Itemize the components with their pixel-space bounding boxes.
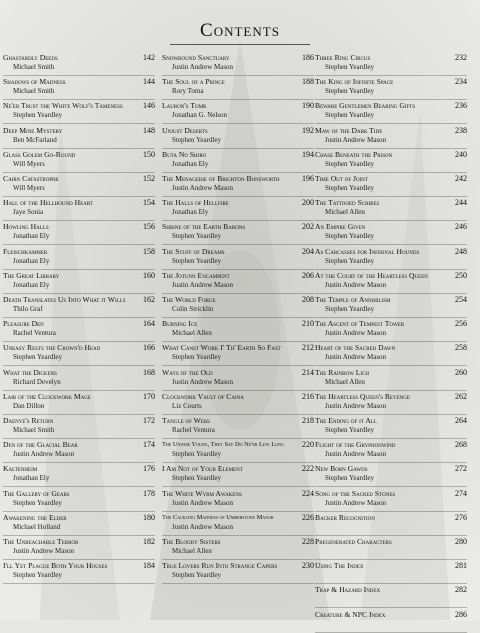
toc-entry[interactable] — [3, 173, 155, 197]
toc-entry-page: 200 — [302, 198, 314, 208]
toc-entry-page: 164 — [143, 319, 155, 329]
toc-entry-page: 268 — [455, 440, 467, 450]
toc-entry-title: Tangle of Webs — [162, 416, 210, 425]
toc-entry-author: Justin Andrew Mason — [325, 450, 387, 459]
toc-entry-page: 234 — [455, 77, 467, 87]
toc-entry[interactable] — [315, 52, 467, 76]
toc-entry-author: Jonathan Ely — [13, 280, 50, 289]
toc-entry-author: Richard Develyn — [13, 377, 61, 386]
toc-entry-author: Justin Andrew Mason — [172, 63, 234, 71]
toc-entry-author: Jaye Sonia — [13, 208, 44, 217]
toc-entry-author: Stephen Yeardley — [325, 232, 374, 241]
toc-entry-title: Lair of the Clockwork Mage — [3, 391, 91, 401]
toc-entry-title: Cairn Catastrophe — [3, 174, 59, 183]
toc-entry-page: 184 — [143, 561, 155, 571]
toc-entry[interactable] — [3, 221, 155, 245]
toc-entry-title: As Carcasses for Infernal Hounds — [315, 246, 420, 256]
toc-entry[interactable] — [3, 560, 155, 584]
toc-entry-author: Stephen Yeardley — [325, 159, 374, 168]
toc-entry-page: 258 — [455, 343, 467, 353]
toc-entry-author: Justin Andrew Mason — [325, 498, 387, 507]
toc-entry[interactable] — [162, 318, 314, 342]
toc-entry-title: Using The Index — [315, 561, 364, 571]
toc-entry-page: 178 — [143, 488, 155, 498]
toc-entry-title: Lauron's Tomb — [162, 101, 207, 111]
toc-entry-title: Three Ring Circus — [315, 53, 371, 62]
toc-entry-page: 226 — [302, 512, 314, 522]
toc-entry-author: Stephen Yeardley — [325, 426, 374, 434]
toc-entry-author: Ben McFarland — [13, 135, 57, 144]
toc-entry-page: 220 — [302, 440, 314, 450]
toc-entry-author: Stephen Yeardley — [172, 232, 221, 241]
toc-entry-title: Trap & Hazard Index — [315, 585, 381, 595]
toc-entry-page: 276 — [455, 512, 467, 522]
toc-entry-title: The Halls of Hellfire — [162, 198, 229, 208]
toc-entry-author: Stephen Yeardley — [325, 63, 374, 71]
toc-entry[interactable] — [3, 342, 155, 366]
toc-entry-title: Beware Gentlemen Bearing Gifts — [315, 101, 416, 111]
toc-entry-title: Ghastardly Deeds — [3, 53, 58, 62]
toc-entry[interactable] — [315, 463, 467, 487]
toc-entry-page: 210 — [302, 319, 314, 329]
toc-entry-title: Den of the Glacial Bear — [3, 440, 78, 450]
page-title: Contents — [200, 20, 280, 41]
toc-entry-title: The Heartless Queen's Revenge — [315, 391, 410, 401]
toc-entry[interactable] — [315, 318, 467, 342]
toc-entry[interactable] — [162, 270, 314, 294]
toc-entry-title: The Tattooed Scribes — [315, 198, 380, 208]
toc-entry-page: 148 — [143, 125, 155, 135]
toc-entry[interactable] — [315, 342, 467, 366]
toc-entry-author: Jonathan Ely — [13, 256, 50, 265]
toc-entry-title: Shrine of the Earth Barons — [162, 222, 246, 232]
toc-entry-author: Stephen Yeardley — [325, 305, 374, 313]
toc-entry-author: Rachel Ventura — [172, 426, 215, 434]
toc-entry-divider — [315, 632, 467, 633]
toc-entry-author: Justin Andrew Mason — [325, 329, 387, 338]
toc-entry-author: Justin Andrew Mason — [325, 401, 387, 410]
toc-entry-author: Stephen Yeardley — [172, 571, 221, 580]
toc-entry-page: 264 — [455, 416, 467, 425]
toc-entry[interactable] — [162, 463, 314, 487]
toc-entry-page: 180 — [143, 512, 155, 522]
toc-entry[interactable] — [315, 391, 467, 415]
toc-entry-page: 272 — [455, 464, 467, 474]
toc-entry-page: 218 — [302, 416, 314, 425]
toc-entry[interactable] — [315, 536, 467, 560]
toc-entry-page: 202 — [302, 222, 314, 232]
toc-entry-title: Ways of the Old — [162, 367, 213, 377]
toc-entry-title: Deep Mine Mystery — [3, 125, 63, 135]
toc-entry-author: Justin Andrew Mason — [325, 135, 387, 144]
toc-entry[interactable] — [162, 367, 314, 391]
toc-entry[interactable] — [3, 488, 155, 512]
toc-entry-title: The Gallery of Gears — [3, 488, 70, 498]
toc-entry-title: Hall of the Hellhound Heart — [3, 198, 93, 208]
toc-entry-page: 238 — [455, 125, 467, 135]
toc-entry-title: The Great Library — [3, 270, 60, 280]
toc-entry-title: Daenye's Return — [3, 416, 54, 425]
toc-entry-title: Flight of the Gryphonwind — [315, 440, 396, 450]
toc-entry[interactable] — [162, 342, 314, 366]
toc-entry[interactable] — [3, 463, 155, 487]
toc-entry-title: Death Translates Us Into What it Wills — [3, 295, 126, 304]
toc-entry-page: 206 — [302, 270, 314, 280]
toc-entry-author: Rory Toma — [172, 87, 204, 96]
toc-entry-title: The King of Infinite Space — [315, 77, 394, 87]
toc-entry[interactable] — [315, 584, 467, 608]
toc-entry-author: Jonathan Ely — [13, 474, 50, 483]
toc-entry-page: 260 — [455, 367, 467, 377]
toc-entry-title: I'll Yet Plague Both Your Houses — [3, 561, 108, 571]
toc-entry-page: 212 — [302, 343, 314, 353]
toc-entry[interactable] — [315, 100, 467, 124]
toc-entry[interactable] — [3, 52, 155, 76]
toc-entry-title: An Empire Given — [315, 222, 366, 232]
toc-entry-page: 188 — [302, 77, 314, 87]
toc-entry[interactable] — [3, 270, 155, 294]
toc-entry[interactable] — [315, 439, 467, 463]
toc-entry-divider — [3, 583, 155, 584]
toc-entry[interactable] — [315, 173, 467, 197]
toc-entry[interactable] — [315, 415, 467, 439]
toc-entry-page: 230 — [302, 561, 314, 571]
toc-entry-title: Clockwork Vault of Caina — [162, 391, 244, 401]
toc-entry-title: Shadows of Madness — [3, 77, 66, 87]
toc-entry[interactable] — [3, 367, 155, 391]
toc-entry-title: The Bloody Sisters — [162, 537, 221, 546]
toc-entry-page: 208 — [302, 295, 314, 304]
toc-entry[interactable] — [162, 294, 314, 318]
toc-entry-page: 248 — [455, 246, 467, 256]
title-divider — [170, 44, 310, 45]
toc-entry-author: Justin Andrew Mason — [325, 280, 387, 289]
toc-entry[interactable] — [162, 221, 314, 245]
toc-entry-title: Snowbound Sanctuary — [162, 53, 230, 62]
toc-entry-page: 274 — [455, 488, 467, 498]
toc-entry-page: 150 — [143, 149, 155, 159]
toc-entry-page: 160 — [143, 270, 155, 280]
toc-entry-author: Stephen Yeardley — [172, 353, 221, 362]
toc-entry[interactable] — [315, 560, 467, 584]
toc-entry[interactable] — [3, 246, 155, 270]
toc-entry-page: 146 — [143, 101, 155, 111]
toc-entry-author: Michael Allen — [172, 547, 212, 555]
toc-entry[interactable] — [3, 149, 155, 173]
toc-entry-page: 194 — [302, 149, 314, 159]
toc-entry[interactable] — [315, 149, 467, 173]
toc-entry-title: Pleasure Den — [3, 319, 44, 329]
toc-entry-page: 280 — [455, 537, 467, 546]
toc-entry[interactable] — [162, 536, 314, 560]
toc-entry-title: Glass Golem Go-Round — [3, 149, 76, 159]
toc-entry-title: Awakening the Elder — [3, 512, 67, 522]
toc-entry-page: 281 — [455, 561, 467, 571]
toc-entry-author: Thilo Graf — [13, 305, 43, 313]
toc-entry-page: 256 — [455, 319, 467, 329]
toc-entry-page: 196 — [302, 174, 314, 183]
toc-entry[interactable] — [3, 125, 155, 149]
toc-entry-author: Stephen Yeardley — [325, 184, 374, 192]
toc-entry-page: 182 — [143, 537, 155, 546]
toc-entry-title: The Stuff of Dreams — [162, 246, 225, 256]
toc-entry[interactable] — [162, 173, 314, 197]
toc-entry-author: Stephen Yeardley — [13, 498, 62, 507]
toc-entry-title: Uneasy Rests the Crown'd Head — [3, 343, 101, 353]
toc-entry[interactable] — [162, 488, 314, 512]
toc-entry-title: Kaltenheim — [3, 464, 38, 474]
toc-entry-title: True Lovers Run Into Strange Capers — [162, 561, 278, 571]
toc-entry[interactable] — [3, 439, 155, 463]
toc-entry-page: 170 — [143, 391, 155, 401]
toc-entry-author: Michael Holland — [13, 522, 61, 531]
toc-entry-page: 152 — [143, 174, 155, 183]
toc-entry-author: Michael Allen — [325, 208, 365, 217]
toc-entry-title: Buta No Shiro — [162, 149, 207, 159]
toc-entry-title: Creature & NPC Index — [315, 609, 386, 619]
toc-entry-page: 176 — [143, 464, 155, 474]
toc-entry-author: Jonathan Ely — [172, 159, 209, 168]
toc-entry-page: 250 — [455, 270, 467, 280]
toc-entry-title: The White Wyrm Awakens — [162, 488, 242, 498]
toc-entry-page: 286 — [455, 609, 467, 619]
toc-entry-page: 174 — [143, 440, 155, 450]
toc-entry-page: 228 — [302, 537, 314, 546]
toc-entry-title: Backer Recognition — [315, 512, 375, 522]
toc-entry[interactable] — [3, 76, 155, 100]
toc-entry-title: The Unwise Young, They Say Do Ne'er Live Long — [162, 441, 284, 449]
toc-entry-page: 262 — [455, 391, 467, 401]
toc-entry[interactable] — [162, 391, 314, 415]
toc-entry-title: The Cackling Madness of Umberstone Manor — [162, 513, 274, 521]
toc-entry[interactable] — [315, 125, 467, 149]
toc-entry[interactable] — [3, 415, 155, 439]
toc-entry[interactable] — [162, 149, 314, 173]
toc-entry[interactable] — [162, 512, 314, 536]
toc-entry-page: 282 — [455, 585, 467, 595]
toc-entry-title: The Rainbow Lich — [315, 367, 369, 377]
toc-entry-author: Justin Andrew Mason — [172, 280, 234, 289]
toc-entry-title: Heart of the Sacred Dawn — [315, 343, 396, 353]
toc-entry[interactable] — [3, 318, 155, 342]
toc-entry-page: 172 — [143, 416, 155, 425]
toc-entry-author: Jonathan Ely — [13, 232, 50, 241]
toc-entry-title: The Soul of a Prince — [162, 77, 225, 87]
toc-entry[interactable] — [162, 246, 314, 270]
toc-entry[interactable] — [3, 100, 155, 124]
toc-entry-author: Dan Dillon — [13, 401, 45, 410]
toc-entry-author: Stephen Yeardley — [325, 474, 374, 483]
toc-entry[interactable] — [3, 391, 155, 415]
toc-entry-author: Justin Andrew Mason — [325, 353, 387, 362]
toc-entry-title: What the Dickens — [3, 367, 57, 377]
toc-entry[interactable] — [162, 560, 314, 584]
toc-entry[interactable] — [162, 100, 314, 124]
toc-entry-page: 166 — [143, 343, 155, 353]
toc-entry[interactable] — [3, 294, 155, 318]
toc-entry[interactable] — [315, 76, 467, 100]
toc-entry-author: Justin Andrew Mason — [13, 450, 75, 459]
toc-entry-author: Stephen Yeardley — [13, 111, 62, 120]
toc-entry-title: The Jotunn Encampent — [162, 270, 230, 280]
toc-entry-author: Justin Andrew Mason — [13, 547, 75, 555]
toc-entry-author: Stephen Yeardley — [13, 353, 62, 362]
toc-entry-author: Justin Andrew Mason — [172, 498, 234, 507]
toc-entry-author: Stephen Yeardley — [172, 474, 221, 483]
toc-entry[interactable] — [162, 197, 314, 221]
toc-entry-author: Justin Andrew Mason — [172, 377, 234, 386]
toc-entry-title: The Ending of it All — [315, 416, 377, 425]
toc-entry-page: 242 — [455, 174, 467, 183]
toc-entry-author: Justin Andrew Mason — [172, 184, 234, 192]
toc-entry[interactable] — [315, 512, 467, 536]
toc-entry-author: Stephen Yeardley — [172, 256, 221, 265]
toc-entry[interactable] — [3, 512, 155, 536]
toc-entry-author: Michael Smith — [13, 426, 55, 434]
toc-entry-page: 216 — [302, 391, 314, 401]
toc-entry-title: The Unreachable Terror — [3, 537, 79, 546]
toc-entry[interactable] — [315, 367, 467, 391]
toc-entry[interactable] — [315, 246, 467, 270]
toc-entry[interactable] — [162, 52, 314, 76]
toc-entry-divider — [162, 583, 314, 584]
toc-entry-title: New Born Gawds — [315, 464, 368, 474]
toc-entry-page: 154 — [143, 198, 155, 208]
toc-entry-page: 244 — [455, 198, 467, 208]
toc-entry-title: Chase Beneath the Prison — [315, 149, 393, 159]
toc-entry-page: 236 — [455, 101, 467, 111]
toc-entry-author: Michael Allen — [172, 329, 212, 338]
toc-entry-page: 232 — [455, 53, 467, 62]
toc-entry-page: 224 — [302, 488, 314, 498]
toc-entry[interactable] — [162, 439, 314, 463]
toc-entry-author: Colin Stricklin — [172, 305, 214, 313]
toc-entry-title: The Menagerie of Brighton Bonsworth — [162, 174, 280, 183]
toc-entry-author: Will Myers — [13, 159, 45, 168]
toc-entry-page: 204 — [302, 246, 314, 256]
toc-entry-title: Song of the Sacred Stones — [315, 488, 396, 498]
toc-entry[interactable] — [162, 125, 314, 149]
toc-entry-title: Maw of the Dark Tide — [315, 125, 383, 135]
toc-entry-author: Jonathan G. Nelson — [172, 111, 228, 120]
toc-entry-page: 162 — [143, 295, 155, 304]
toc-entry-author: Stephen Yeardley — [325, 111, 374, 120]
toc-entry[interactable] — [315, 221, 467, 245]
toc-entry[interactable] — [3, 536, 155, 560]
toc-entry-title: At the Court of the Heartless Queen — [315, 270, 428, 280]
toc-entry-author: Will Myers — [13, 184, 45, 192]
toc-entry-author: Michael Smith — [13, 87, 55, 96]
toc-entry[interactable] — [315, 294, 467, 318]
toc-entry-author: Jonathan Ely — [172, 208, 209, 217]
toc-entry-title: Time Out of Joint — [315, 174, 368, 183]
toc-entry-title: Burning Ice — [162, 319, 198, 329]
toc-entry-page: 168 — [143, 367, 155, 377]
toc-entry-author: Michael Allen — [325, 377, 365, 386]
toc-entry-page: 144 — [143, 77, 155, 87]
toc-entry-page: 214 — [302, 367, 314, 377]
toc-entry-page: 142 — [143, 53, 155, 62]
toc-entry-page: 254 — [455, 295, 467, 304]
toc-entry-title: The Temple of Annihilism — [315, 295, 391, 304]
toc-entry-title: Pregenerated Characters — [315, 537, 392, 546]
toc-entry[interactable] — [162, 415, 314, 439]
toc-entry[interactable] — [3, 197, 155, 221]
toc-entry-page: 222 — [302, 464, 314, 474]
toc-entry-page: 186 — [302, 53, 314, 62]
toc-entry-author: Justin Andrew Mason — [172, 522, 234, 531]
toc-entry-title: Unjust Deserts — [162, 125, 208, 135]
toc-entry-author: Rachel Ventura — [13, 329, 56, 338]
toc-entry[interactable] — [315, 488, 467, 512]
toc-entry-page: 190 — [302, 101, 314, 111]
toc-entry[interactable] — [315, 197, 467, 221]
toc-entry-page: 156 — [143, 222, 155, 232]
toc-entry-title: The World Forge — [162, 295, 216, 304]
toc-entry-title: Fleischkammer — [3, 246, 48, 256]
toc-entry-page: 246 — [455, 222, 467, 232]
toc-entry-author: Stephen Yeardley — [172, 135, 221, 144]
toc-entry-author: Michael Smith — [13, 63, 55, 71]
toc-entry-page: 192 — [302, 125, 314, 135]
toc-entry-page: 240 — [455, 149, 467, 159]
toc-entry-title: I Am Not of Your Element — [162, 464, 243, 474]
toc-entry[interactable] — [162, 76, 314, 100]
toc-entry-page: 158 — [143, 246, 155, 256]
toc-entry-author: Liz Courts — [172, 401, 202, 410]
toc-entry-title: Howling Halls — [3, 222, 49, 232]
toc-entry-author: Stephen Yeardley — [325, 87, 374, 96]
toc-entry-author: Stephen Yeardley — [13, 571, 62, 580]
toc-entry-title: What Canst Work I' Th' Earth So Fast — [162, 343, 281, 353]
toc-entry-title: Ne'er Trust the White Wolf's Tameness — [3, 101, 123, 111]
toc-entry-author: Stephen Yeardley — [172, 450, 221, 459]
toc-entry-title: The Ascent of Tempest Tower — [315, 319, 405, 329]
toc-entry[interactable] — [315, 270, 467, 294]
toc-entry-author: Stephen Yeardley — [325, 256, 374, 265]
